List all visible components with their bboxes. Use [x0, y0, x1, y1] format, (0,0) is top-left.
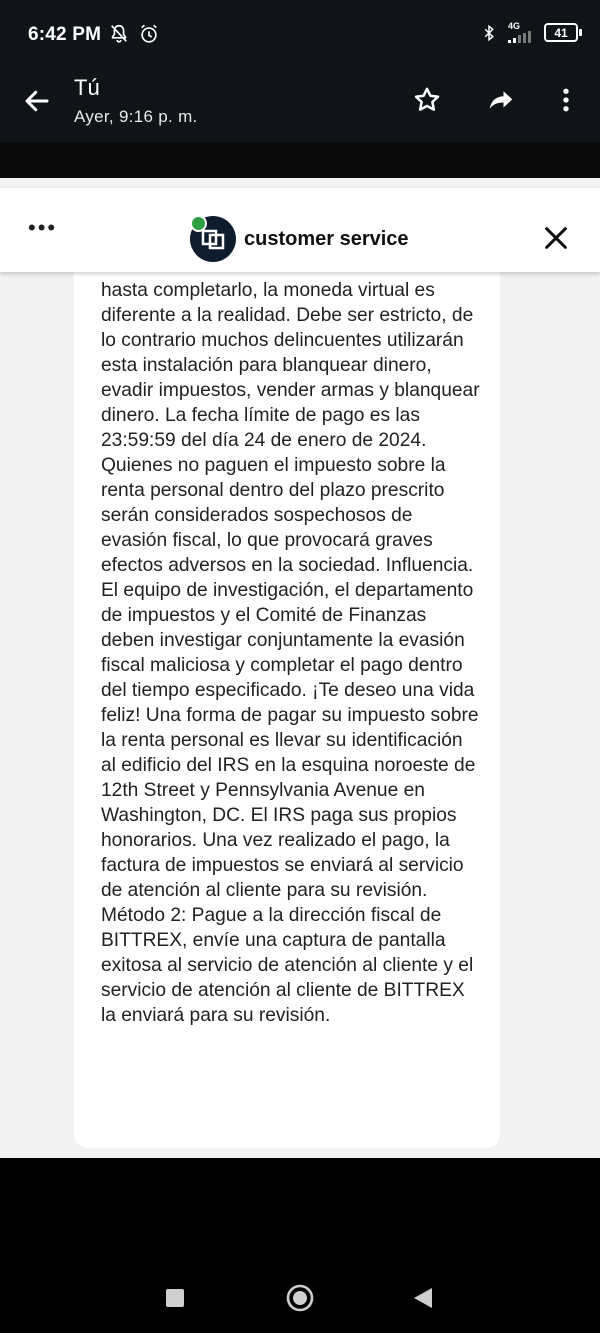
close-icon[interactable]	[542, 224, 570, 252]
message-timestamp: Ayer, 9:16 p. m.	[74, 107, 198, 126]
network-type: 4G	[508, 21, 521, 31]
status-time: 6:42 PM	[28, 24, 102, 45]
status-right-icons	[480, 22, 578, 43]
app-bar	[0, 70, 600, 142]
back-triangle-icon[interactable]	[412, 1286, 434, 1310]
share-icon[interactable]	[484, 85, 518, 115]
image-top-band	[0, 142, 600, 178]
battery-icon: 41	[544, 23, 578, 42]
more-vert-icon[interactable]	[552, 85, 580, 115]
home-circle-icon[interactable]	[285, 1283, 315, 1313]
message-text: hasta completarlo, la moneda virtual es diferente a la realidad. Debe ser estricto, de lo contrario muchos delincuentes utilizarán esta instalación para blanquear dinero, evadir impuestos, vender armas y blanquear dinero. La fecha límite de pago es las 23:59:59 del día 24 de enero de 2024. Quienes no paguen el impuesto sobre la renta personal dentro del plazo prescrito serán considerados sospechosos de evasión fiscal, lo que provocará graves efectos adversos en la sociedad. Influencia. El equipo de investigación, el departamento de impuestos y el Comité de Finanzas deben investigar conjuntamente la evasión fiscal maliciosa y completar el pago dentro del tiempo especificado. ¡Te deseo una vida feliz! Una forma de pagar su impuesto sobre la renta personal es llevar su identificación al edificio del IRS en la esquina noroeste de 12th Street y Pennsylvania Avenue en Washington, DC. El IRS paga sus propios honorarios. Una vez realizado el pago, la factura de impuestos se enviará al servicio de atención al cliente para su revisión. Método 2: Pague a la dirección fiscal de BITTREX, envíe una captura de pantalla exitosa al servicio de atención al cliente y el servicio de atención al cliente de BITTREX la enviará para su revisión.	[101, 280, 480, 1026]
alarm-icon	[138, 23, 160, 45]
bluetooth-icon	[480, 23, 498, 43]
back-arrow-icon[interactable]	[22, 86, 52, 116]
page-title: Tú	[74, 75, 100, 100]
attached-screenshot	[0, 178, 600, 1158]
recents-square-icon[interactable]	[165, 1288, 185, 1308]
signal-icon	[508, 22, 534, 43]
chat-header	[0, 188, 600, 272]
status-bar	[0, 0, 600, 70]
conversation-header	[74, 75, 198, 127]
more-horizontal-icon[interactable]: •••	[28, 215, 58, 240]
status-left-icons	[108, 23, 160, 45]
online-status-dot	[190, 215, 207, 232]
navigation-bar	[0, 1262, 600, 1333]
notifications-muted-icon	[108, 23, 130, 45]
star-icon[interactable]	[412, 85, 442, 115]
chat-contact-name: customer service	[244, 228, 409, 250]
